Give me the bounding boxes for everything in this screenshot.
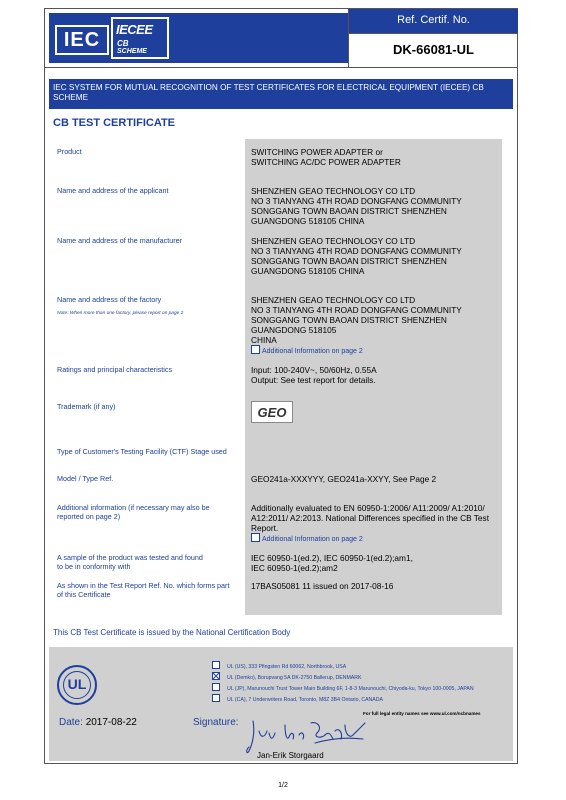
iecee-logo-text: IECEE [116,22,153,37]
manufacturer-value-line: NO 3 TIANYANG 4TH ROAD DONGFANG COMMUNITY [251,246,462,256]
checkbox-icon[interactable] [212,694,220,702]
ref-label: Ref. Certif. No. [349,9,518,34]
factory-value-line: SHENZHEN GEAO TECHNOLOGY CO LTD [251,295,416,305]
cb-logo-text: CB [117,39,129,48]
iecee-logo [49,13,349,63]
check-x-icon [213,673,219,679]
factory-value-line: NO 3 TIANYANG 4TH ROAD DONGFANG COMMUNITY [251,305,462,315]
address-text: UL (JP), Marunouchi Trust Tower Main Building 6F, 1-8-3 Marunouchi, Chiyoda-ku, Tokyo 100-0005, JAPAN [227,686,474,692]
applicant-value-line: SHENZHEN GEAO TECHNOLOGY CO LTD [251,186,416,196]
product-label: Product [57,147,82,156]
sample-label-line: A sample of the product was tested and found [57,553,203,562]
issue-date [59,717,137,728]
applicant-label: Name and address of the applicant [57,186,169,195]
date-label: Date: [59,717,83,728]
address-text: UL (CA), 7 Underwriters Road, Toronto, M8Z 3B4 Ontario, CANADA [227,697,383,703]
additional-value-line: A12:2011/ A2:2013. National Differences specified in the CB Test [251,513,489,523]
checkbox-icon[interactable] [212,683,220,691]
ctf-label: Type of Customer's Testing Facility (CTF) Stage used [57,447,227,456]
model-value: GEO241a-XXXYYY, GEO241a-XXYY, See Page 2 [251,474,437,484]
certificate-header [45,9,517,68]
report-label-line: of this Certificate [57,590,111,599]
additional-label-line: Additional information (if necessary may also be [57,503,210,512]
report-value: 17BAS05081 11 issued on 2017-08-16 [251,581,394,591]
address-option[interactable] [212,672,361,681]
page-number: 1/2 [278,782,288,789]
address-option[interactable] [212,683,474,692]
product-value [251,147,501,167]
additional-additional-info[interactable] [251,533,501,545]
factory-value-line: CHINA [251,335,277,345]
manufacturer-value [251,236,501,276]
ul-logo [57,665,97,705]
ref-number: DK-66081-UL [393,42,474,57]
sample-value [251,553,501,573]
manufacturer-value-line: SHENZHEN GEAO TECHNOLOGY CO LTD [251,236,416,246]
certificate-frame [44,8,518,764]
sample-label-line: to be in conformity with [57,562,131,571]
geo-logo-icon [252,402,292,422]
product-value-line: SWITCHING AC/DC POWER ADAPTER [251,157,401,167]
geo-trademark-logo [251,401,293,423]
factory-value-line: GUANGDONG 518105 [251,325,337,335]
legal-note: For full legal entity names see www.ul.com/ncbnames [363,711,481,716]
sample-value-line: IEC 60950-1(ed.2), IEC 60950-1(ed.2);am1, [251,553,413,563]
address-text: UL (Demko), Borupvang 5A DK-2750 Ballerup, DENMARK [227,675,362,681]
signatory-name: Jan-Erik Storgaard [257,751,324,760]
manufacturer-label: Name and address of the manufacturer [57,236,183,245]
address-option[interactable] [212,694,383,703]
certificate-title: CB TEST CERTIFICATE [53,117,176,129]
factory-note: Note: When more than one factory, please report on page 2 [57,311,184,316]
issued-by-text: This CB Test Certificate is issued by the National Certification Body [53,628,291,637]
address-text: UL (US), 333 Pfingsten Rd 60062, Northbrook, USA [227,664,347,670]
factory-value [251,295,501,357]
factory-label: Name and address of the factory [57,295,162,304]
checkbox-icon[interactable] [251,533,260,542]
applicant-value-line: NO 3 TIANYANG 4TH ROAD DONGFANG COMMUNITY [251,196,462,206]
trademark-label: Trademark (if any) [57,402,116,411]
factory-additional-info[interactable] [251,345,501,357]
iecee-cb-logo [111,17,169,59]
sample-value-line: IEC 60950-1(ed.2);am2 [251,563,338,573]
report-label-line: As shown in the Test Report Ref. No. which forms part [57,581,230,590]
factory-value-line: SONGGANG TOWN BAOAN DISTRICT SHENZHEN [251,315,447,325]
date-value: 2017-08-22 [85,717,137,728]
checkbox-icon[interactable] [251,345,260,354]
geo-logo-text: GEO [257,405,287,420]
manufacturer-value-line: GUANGDONG 518105 CHINA [251,266,365,276]
scheme-logo-text: SCHEME [117,48,147,55]
additional-info-label: Additional Information on page 2 [262,536,363,543]
additional-label-line: reported on page 2) [57,512,121,521]
applicant-value-line: GUANGDONG 518105 CHINA [251,216,365,226]
report-label [57,581,245,599]
product-value-line: SWITCHING POWER ADAPTER or [251,147,383,157]
manufacturer-value-line: SONGGANG TOWN BAOAN DISTRICT SHENZHEN [251,256,447,266]
signature-label: Signature: [193,717,239,728]
applicant-value [251,186,501,226]
model-label: Model / Type Ref. [57,474,114,483]
ul-logo-text: UL [63,671,91,699]
ratings-label: Ratings and principal characteristics [57,365,173,374]
additional-label [57,503,245,521]
certificate-footer [49,647,513,761]
applicant-value-line: SONGGANG TOWN BAOAN DISTRICT SHENZHEN [251,206,447,216]
iec-logo-text: IEC [55,25,109,55]
additional-info-label: Additional Information on page 2 [262,348,363,355]
checkbox-icon[interactable] [212,661,220,669]
ref-certificate-box [348,9,518,67]
address-option[interactable] [212,661,346,670]
ratings-value-line: Output: See test report for details. [251,375,376,385]
additional-value-line: Report. [251,523,279,533]
ratings-value-line: Input: 100-240V~, 50/60Hz, 0.55A [251,365,377,375]
additional-value-line: Additionally evaluated to EN 60950-1:2006/ A11:2009/ A1:2010/ [251,503,485,513]
system-banner: IEC SYSTEM FOR MUTUAL RECOGNITION OF TEST CERTIFICATES FOR ELECTRICAL EQUIPMENT (IECEE) CB SCHEME [49,79,513,109]
sample-label [57,553,245,571]
additional-value [251,503,501,545]
checkbox-checked-icon[interactable] [212,672,220,680]
ratings-value [251,365,501,385]
